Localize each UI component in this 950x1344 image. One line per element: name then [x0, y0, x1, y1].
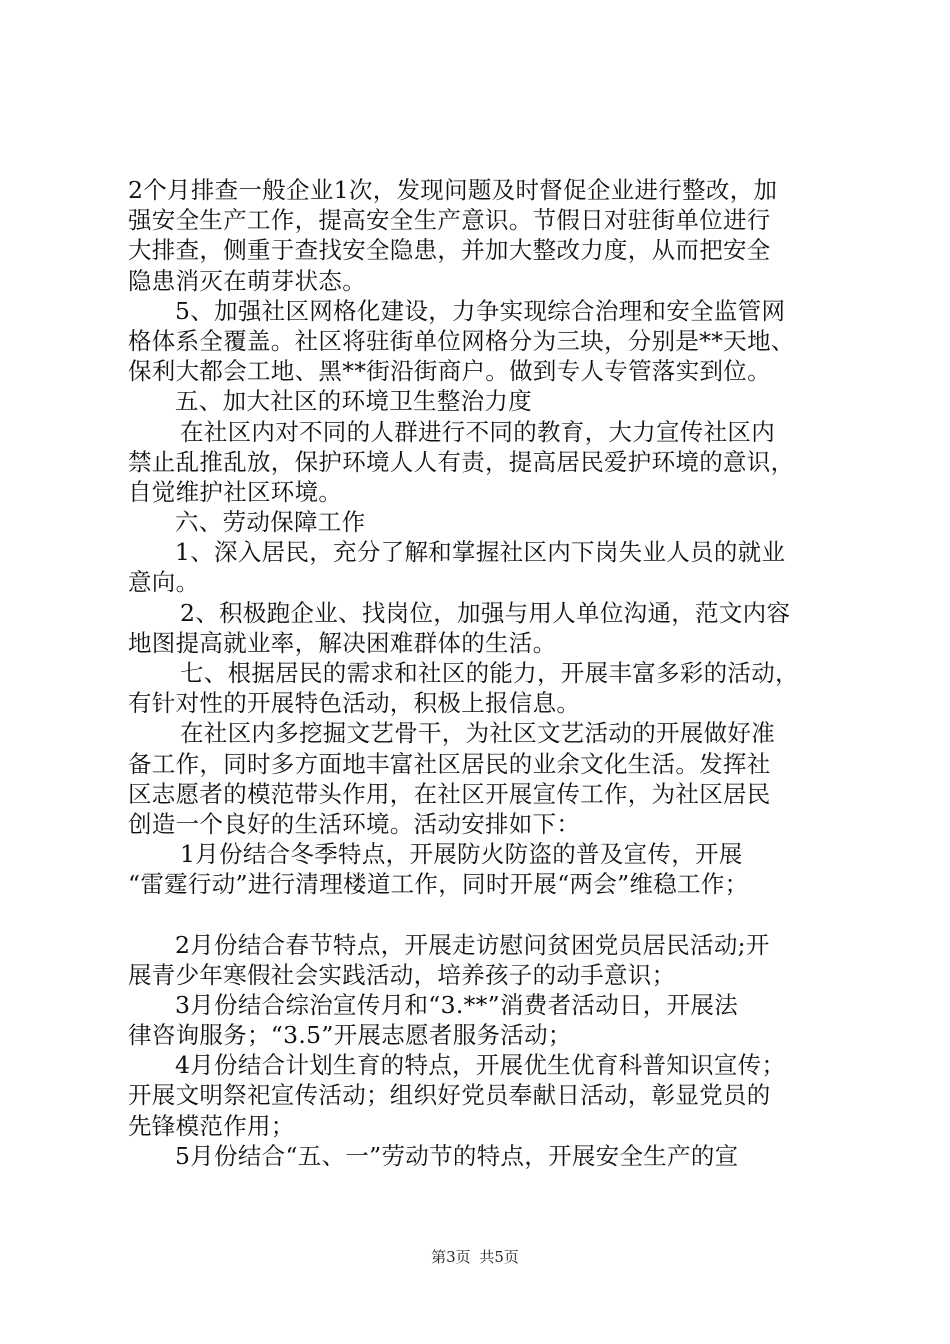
text-line: 2月份结合春节特点，开展走访慰问贫困党员居民活动;开: [175, 930, 770, 959]
text-line: 在社区内多挖掘文艺骨干，为社区文艺活动的开展做好准: [180, 719, 775, 748]
text-line: 1、深入居民，充分了解和掌握社区内下岗失业人员的就业: [175, 538, 786, 567]
text-line: 隐患消灭在萌芽状态。: [128, 266, 366, 295]
document-body: [128, 175, 848, 1171]
text-line: 展青少年寒假社会实践活动，培养孩子的动手意识；: [128, 960, 676, 989]
text-line: 4月份结合计划生育的特点，开展优生优育科普知识宣传；: [175, 1051, 786, 1080]
text-line: 备工作，同时多方面地丰富社区居民的业余文化生活。发挥社: [128, 749, 771, 778]
text-line: 律咨询服务；“3.5”开展志愿者服务活动；: [128, 1021, 572, 1050]
text-line: 在社区内对不同的人群进行不同的教育，大力宣传社区内: [180, 417, 775, 446]
text-line: 地图提高就业率，解决困难群体的生活。: [128, 628, 557, 657]
text-line: 2个月排查一般企业1次，发现问题及时督促企业进行整改，加: [128, 176, 778, 204]
blank-line: [128, 900, 848, 930]
text-line: 强安全生产工作，提高安全生产意识。节假日对驻街单位进行: [128, 206, 771, 235]
text-line: 禁止乱推乱放，保护环境人人有责，提高居民爱护环境的意识，: [128, 447, 795, 476]
text-line: 有针对性的开展特色活动，积极上报信息。: [128, 689, 581, 718]
text-line: 自觉维护社区环境。: [128, 477, 343, 506]
text-line: 3月份结合综治宣传月和“3.**”消费者活动日，开展法: [175, 990, 738, 1019]
text-line: 意向。: [128, 568, 200, 597]
text-line: 1月份结合冬季特点，开展防火防盗的普及宣传，开展: [180, 840, 743, 869]
text-line: 5月份结合“五、一”劳动节的特点，开展安全生产的宣: [175, 1141, 739, 1170]
text-line: 保利大都会工地、黑**街沿街商户。做到专人专管落实到位。: [128, 357, 771, 386]
text-line: 开展文明祭祀宣传活动；组织好党员奉献日活动，彰显党员的: [128, 1081, 771, 1110]
text-line: 先锋模范作用；: [128, 1111, 295, 1140]
page-total: 共5页: [479, 1248, 519, 1266]
text-line: 5、加强社区网格化建设，力争实现综合治理和安全监管网: [175, 296, 786, 325]
text-line: 区志愿者的模范带头作用，在社区开展宣传工作，为社区居民: [128, 779, 771, 808]
section-heading: 七、根据居民的需求和社区的能力，开展丰富多彩的活动，: [180, 659, 799, 687]
text-line: 2、积极跑企业、找岗位，加强与用人单位沟通，范文内容: [180, 598, 791, 627]
section-heading: 六、劳动保障工作: [175, 508, 366, 537]
text-line: 创造一个良好的生活环境。活动安排如下：: [128, 809, 581, 838]
text-line: “雷霆行动”进行清理楼道工作，同时开展“两会”维稳工作；: [128, 870, 749, 899]
text-line: 大排查，侧重于查找安全隐患，并加大整改力度，从而把安全: [128, 236, 771, 265]
section-heading: 五、加大社区的环境卫生整治力度: [175, 387, 532, 416]
page-number: 第3页: [431, 1248, 471, 1266]
text-line: 格体系全覆盖。社区将驻街单位网格分为三块，分别是**天地、: [128, 326, 795, 355]
page-footer: [0, 1247, 950, 1267]
